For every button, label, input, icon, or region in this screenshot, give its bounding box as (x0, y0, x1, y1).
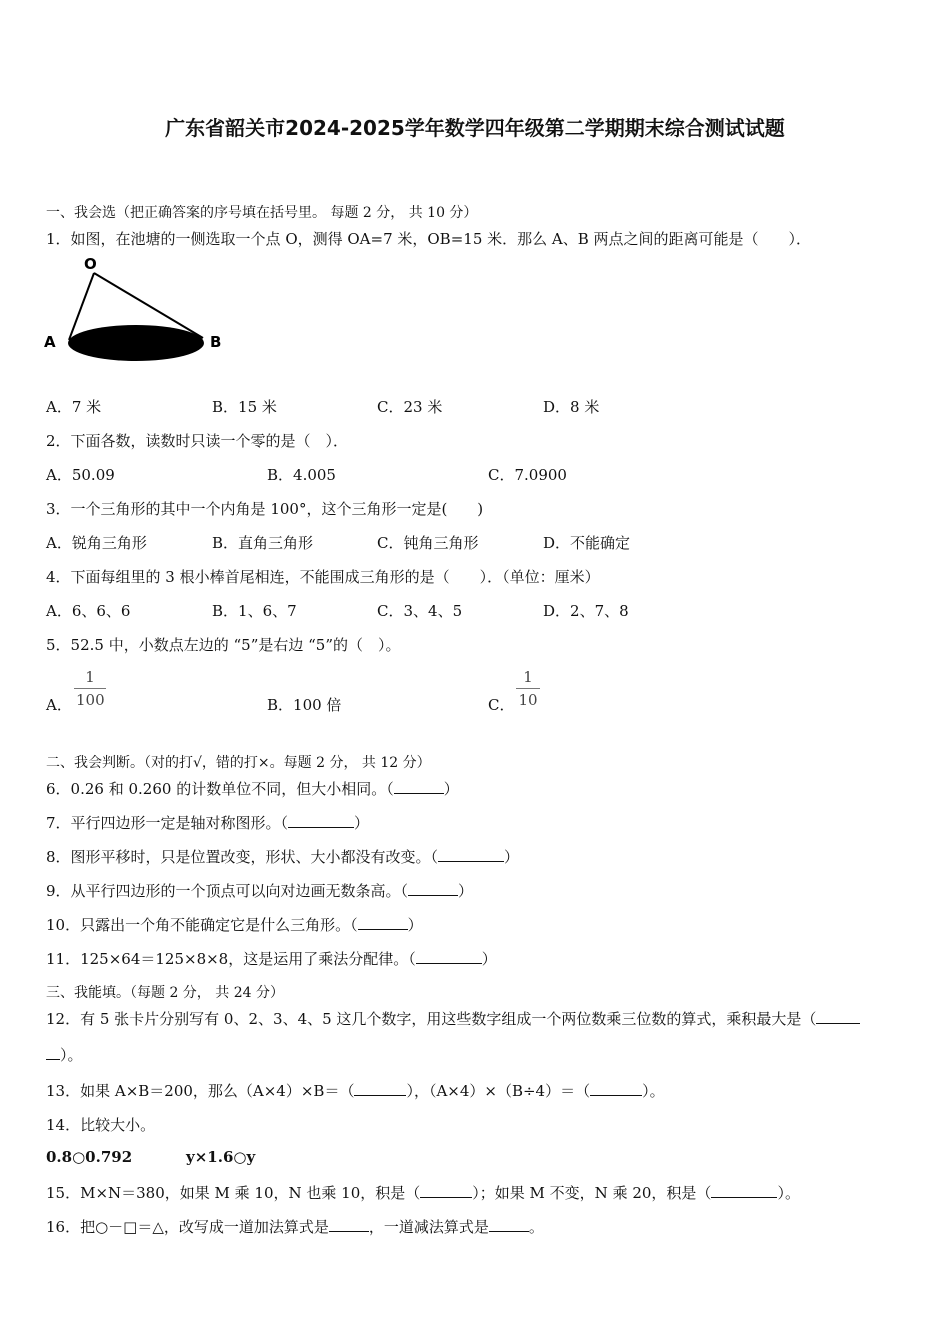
fraction-denominator: 100 (76, 691, 105, 709)
answer-blank[interactable] (438, 847, 504, 862)
q9-text: 9．从平行四边形的一个顶点可以向对边画无数条高。（ (46, 882, 409, 900)
q14-compare-a: 0.8○0.792 (46, 1148, 133, 1166)
question-16 (46, 1216, 544, 1237)
q3-option-b: B．直角三角形 (212, 534, 314, 552)
question-15 (46, 1182, 800, 1203)
fraction-numerator: 1 (85, 668, 95, 686)
q5-option-c: C． (488, 696, 515, 714)
question-9 (46, 880, 473, 901)
question-13 (46, 1080, 665, 1101)
q8-text: 8．图形平移时，只是位置改变，形状、大小都没有改变。（ (46, 848, 439, 866)
answer-blank[interactable] (394, 779, 444, 794)
q6-end: ） (443, 780, 459, 798)
answer-blank[interactable] (420, 1183, 472, 1198)
q15-part3: ）。 (777, 1184, 800, 1202)
q16-part3: 。 (528, 1218, 544, 1236)
q2-option-c: C．7.0900 (488, 466, 567, 484)
q12-text: 12．有 5 张卡片分别写有 0、2、3、4、5 这几个数字，用这些数字组成一个两位数乘三位数的算式，乘积最大是（ (46, 1010, 817, 1028)
section-heading-2: 二、我会判断。（对的打√，错的打×。每题 2 分， 共 12 分） (46, 755, 431, 771)
pond-figure (40, 252, 230, 362)
q10-text: 10．只露出一个角不能确定它是什么三角形。（ (46, 916, 358, 934)
q16-part2: ，一道减法算式是 (368, 1218, 489, 1236)
answer-blank[interactable] (358, 915, 408, 930)
question-12 (46, 1008, 860, 1029)
q1-option-c: C．23 米 (377, 398, 443, 416)
q3-option-a: A．锐角三角形 (46, 534, 147, 552)
label-o: O (84, 255, 97, 273)
question-4: 4．下面每组里的 3 根小棒首尾相连，不能围成三角形的是（ ）．（单位：厘米） (46, 568, 600, 586)
q2-option-a: A．50.09 (46, 466, 115, 484)
q3-option-c: C．钝角三角形 (377, 534, 479, 552)
answer-blank[interactable] (489, 1217, 529, 1232)
answer-blank[interactable] (416, 949, 482, 964)
q16-part1: 16．把○－□＝△，改写成一道加法算式是 (46, 1218, 329, 1236)
q4-option-a: A．6、6、6 (46, 602, 131, 620)
fraction-bar (516, 688, 540, 689)
q11-end: ） (481, 950, 497, 968)
fraction-bar (74, 688, 106, 689)
q1-option-d: D．8 米 (543, 398, 600, 416)
question-5: 5．52.5 中，小数点左边的 “5”是右边 “5”的（ ）。 (46, 636, 401, 654)
answer-blank[interactable] (816, 1009, 860, 1024)
q2-option-b: B．4.005 (267, 466, 336, 484)
q6-text: 6．0.26 和 0.260 的计数单位不同，但大小相同。（ (46, 780, 394, 798)
answer-blank[interactable] (354, 1081, 406, 1096)
answer-blank[interactable] (288, 813, 354, 828)
label-b: B (210, 333, 222, 351)
answer-blank-continued[interactable] (46, 1045, 60, 1060)
section-heading-1: 一、我会选（把正确答案的序号填在括号里。 每题 2 分， 共 10 分） (46, 205, 478, 221)
q7-text: 7．平行四边形一定是轴对称图形。（ (46, 814, 289, 832)
q7-end: ） (354, 814, 370, 832)
q4-option-c: C．3、4、5 (377, 602, 463, 620)
question-1: 1．如图，在池塘的一侧选取一个点 O，测得 OA=7 米，OB=15 米．那么 A、B 两点之间的距离可能是（ ）． (46, 230, 812, 248)
q10-end: ） (407, 916, 423, 934)
q15-part2: ）；如果 M 不变，N 乘 20，积是（ (472, 1184, 712, 1202)
answer-blank[interactable] (711, 1183, 777, 1198)
q5-fraction-c (516, 668, 540, 709)
section-heading-3: 三、我能填。（每题 2 分， 共 24 分） (46, 985, 284, 1001)
answer-blank[interactable] (329, 1217, 369, 1232)
question-14: 14．比较大小。 (46, 1116, 156, 1134)
question-12-continued (46, 1044, 83, 1065)
label-a: A (44, 333, 56, 351)
q8-end: ） (504, 848, 520, 866)
q14-compare-b: y×1.6○y (186, 1148, 256, 1166)
q3-option-d: D．不能确定 (543, 534, 631, 552)
question-10 (46, 914, 423, 935)
q5-fraction-a (74, 668, 106, 709)
question-6 (46, 778, 459, 799)
q12-cont: ）。 (60, 1046, 83, 1064)
question-7 (46, 812, 369, 833)
q5-option-a: A． (46, 696, 72, 714)
question-8 (46, 846, 519, 867)
page-title: 广东省韶关市2024-2025学年数学四年级第二学期期末综合测试试题 (165, 116, 785, 140)
q1-option-a: A．7 米 (46, 398, 102, 416)
fraction-denominator: 10 (518, 691, 538, 709)
q13-part1: 13．如果 A×B＝200，那么（A×4）×B＝（ (46, 1082, 355, 1100)
pond-ellipse (68, 325, 204, 361)
q9-end: ） (458, 882, 474, 900)
q4-option-d: D．2、7、8 (543, 602, 629, 620)
q5-option-b: B．100 倍 (267, 696, 342, 714)
q4-option-b: B．1、6、7 (212, 602, 297, 620)
question-11 (46, 948, 497, 969)
question-3: 3．一个三角形的其中一个内角是 100°，这个三角形一定是( ) (46, 500, 484, 518)
answer-blank[interactable] (590, 1081, 642, 1096)
answer-blank[interactable] (408, 881, 458, 896)
q11-text: 11．125×64＝125×8×8，这是运用了乘法分配律。（ (46, 950, 416, 968)
fraction-numerator: 1 (523, 668, 533, 686)
q13-part3: ）。 (642, 1082, 665, 1100)
q1-option-b: B．15 米 (212, 398, 277, 416)
question-2: 2．下面各数，读数时只读一个零的是（ ）． (46, 432, 349, 450)
q13-part2: ），（A×4）×（B÷4）＝（ (406, 1082, 591, 1100)
q15-part1: 15．M×N＝380，如果 M 乘 10，N 也乘 10，积是（ (46, 1184, 421, 1202)
